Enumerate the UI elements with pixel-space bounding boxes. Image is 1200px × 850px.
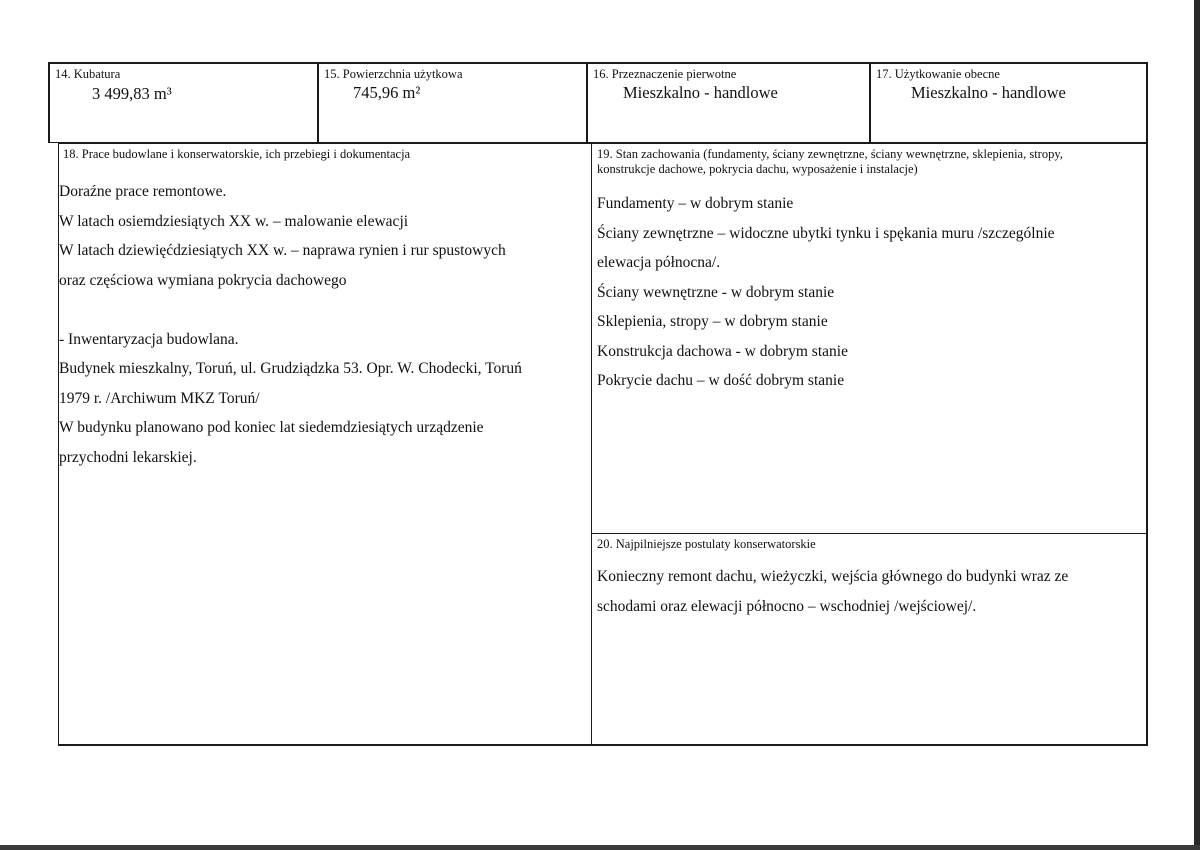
- powierzchnia-label: 15. Powierzchnia użytkowa: [324, 67, 463, 81]
- uzytkowanie-label: 17. Użytkowanie obecne: [876, 67, 1000, 81]
- cell-stan-zachowania: [592, 143, 1148, 534]
- section18-line-9: W budynku planowano pod koniec lat siedemdziesiątych urządzenie: [59, 419, 484, 436]
- przeznaczenie-label: 16. Przeznaczenie pierwotne: [593, 67, 737, 81]
- section20-label: 20. Najpilniejsze postulaty konserwatorskie: [597, 537, 816, 551]
- section18-line-2: W latach osiemdziesiątych XX w. – malowanie elewacji: [59, 212, 409, 230]
- section18-line-6: - Inwentaryzacja budowlana.: [59, 330, 239, 348]
- section18-line-3: W latach dziewięćdziesiątych XX w. – naprawa rynien i rur spustowych: [59, 242, 506, 259]
- section20-text: [597, 562, 1068, 621]
- section19-line-3: elewacja północna/.: [597, 254, 721, 271]
- powierzchnia-value: 745,96 m²: [353, 83, 421, 102]
- section19-line-4: Ściany wewnętrzne - w dobrym stanie: [597, 283, 835, 301]
- section20-line-2: schodami oraz elewacji północno – wschodniej /wejściowej/.: [597, 597, 977, 615]
- section19-label-line2: konstrukcje dachowe, pokrycia dachu, wyposażenie i instalacje): [597, 162, 918, 176]
- cell-kubatura: [48, 62, 318, 143]
- kubatura-label: 14. Kubatura: [55, 67, 121, 81]
- scan-edge-bottom: [0, 845, 1200, 850]
- section18-line-8: 1979 r. /Archiwum MKZ Toruń/: [59, 389, 260, 407]
- record-card-table: [48, 62, 1148, 746]
- przeznaczenie-value: Mieszkalno - handlowe: [623, 83, 778, 102]
- section18-line-10: przychodni lekarskiej.: [59, 448, 197, 466]
- cell-przeznaczenie-pierwotne: [587, 62, 870, 143]
- section18-text: [59, 177, 522, 472]
- section19-line-2: Ściany zewnętrzne – widoczne ubytki tynku i spękania muru /szczególnie: [597, 224, 1055, 242]
- section19-line-6: Konstrukcja dachowa - w dobrym stanie: [597, 342, 848, 360]
- section19-label-line1: 19. Stan zachowania (fundamenty, ściany zewnętrzne, ściany wewnętrzne, sklepienia, stropy,: [597, 147, 1063, 161]
- cell-prace-budowlane: [58, 143, 592, 746]
- section19-line-1: Fundamenty – w dobrym stanie: [597, 195, 794, 212]
- section18-line-4: oraz częściowa wymiana pokrycia dachowego: [59, 271, 347, 289]
- section18-label: 18. Prace budowlane i konserwatorskie, ich przebiegi i dokumentacja: [63, 147, 411, 161]
- cell-powierzchnia: [318, 62, 587, 143]
- section18-line-1: Doraźne prace remontowe.: [59, 183, 227, 200]
- section19-line-7: Pokrycie dachu – w dość dobrym stanie: [597, 372, 845, 389]
- scan-edge-right: [1194, 0, 1200, 850]
- section19-text: [597, 189, 1055, 396]
- section20-line-1: Konieczny remont dachu, wieżyczki, wejścia głównego do budynki wraz ze: [597, 568, 1069, 585]
- section19-line-5: Sklepienia, stropy – w dobrym stanie: [597, 313, 828, 330]
- cell-postulaty-konserwatorskie: [592, 534, 1148, 746]
- kubatura-value: 3 499,83 m³: [92, 84, 172, 103]
- uzytkowanie-value: Mieszkalno - handlowe: [911, 83, 1066, 102]
- cell-uzytkowanie-obecne: [870, 62, 1148, 143]
- section18-line-7: Budynek mieszkalny, Toruń, ul. Grudziądzka 53. Opr. W. Chodecki, Toruń: [59, 360, 522, 377]
- section18-line-blank: [59, 295, 522, 325]
